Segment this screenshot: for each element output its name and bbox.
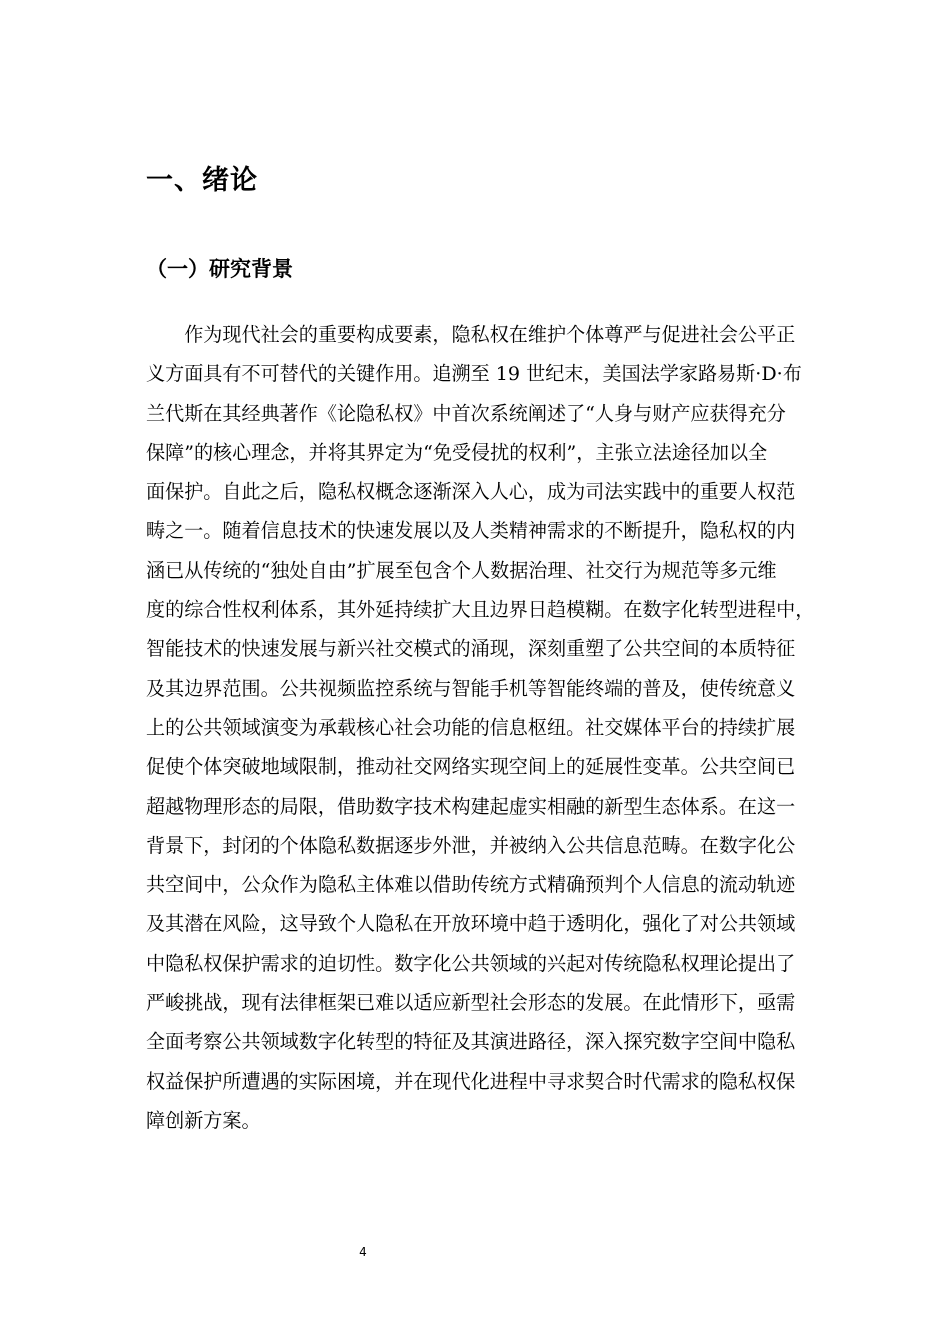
section-heading: （一）研究背景 — [146, 257, 293, 281]
paragraph-line: 促使个体突破地域限制，推动社交网络实现空间上的延展性变革。公共空间已 — [146, 755, 796, 779]
chapter-heading: 一、绪论 — [146, 165, 258, 196]
paragraph-line: 及其边界范围。公共视频监控系统与智能手机等智能终端的普及，使传统意义 — [146, 676, 796, 700]
paragraph-line: 义方面具有不可替代的关键作用。追溯至 19 世纪末，美国法学家路易斯·D·布 — [146, 362, 802, 386]
body-paragraph — [146, 315, 836, 1140]
paragraph-line: 权益保护所遭遇的实际困境，并在现代化进程中寻求契合时代需求的隐私权保 — [146, 1069, 796, 1093]
paragraph-line: 度的综合性权利体系，其外延持续扩大且边界日趋模糊。在数字化转型进程中， — [146, 598, 815, 622]
paragraph-line: 中隐私权保护需求的迫切性。数字化公共领域的兴起对传统隐私权理论提出了 — [146, 951, 796, 975]
paragraph-line: 共空间中，公众作为隐私主体难以借助传统方式精确预判个人信息的流动轨迹 — [146, 873, 796, 897]
paragraph-line: 作为现代社会的重要构成要素，隐私权在维护个体尊严与促进社会公平正 — [146, 323, 796, 346]
paragraph-line: 兰代斯在其经典著作《论隐私权》中首次系统阐述了“人身与财产应获得充分 — [146, 401, 786, 425]
paragraph-line: 障创新方案。 — [146, 1108, 261, 1132]
paragraph-line: 超越物理形态的局限，借助数字技术构建起虚实相融的新型生态体系。在这一 — [146, 794, 796, 818]
paragraph-line: 智能技术的快速发展与新兴社交模式的涌现，深刻重塑了公共空间的本质特征 — [146, 637, 796, 661]
paragraph-line: 面保护。自此之后，隐私权概念逐渐深入人心，成为司法实践中的重要人权范 — [146, 480, 796, 504]
paragraph-line: 畴之一。随着信息技术的快速发展以及人类精神需求的不断提升，隐私权的内 — [146, 519, 796, 543]
paragraph-line: 涵已从传统的“独处自由”扩展至包含个人数据治理、社交行为规范等多元维 — [146, 558, 777, 582]
paragraph-line: 上的公共领域演变为承载核心社会功能的信息枢纽。社交媒体平台的持续扩展 — [146, 715, 796, 739]
paragraph-line: 及其潜在风险，这导致个人隐私在开放环境中趋于透明化，强化了对公共领域 — [146, 912, 796, 936]
paragraph-line: 保障”的核心理念，并将其界定为“免受侵扰的权利”，主张立法途径加以全 — [146, 440, 768, 464]
page-number: 4 — [359, 1245, 367, 1259]
paragraph-line: 严峻挑战，现有法律框架已难以适应新型社会形态的发展。在此情形下，亟需 — [146, 991, 796, 1015]
paragraph-line: 全面考察公共领域数字化转型的特征及其演进路径，深入探究数字空间中隐私 — [146, 1030, 796, 1054]
paragraph-line: 背景下，封闭的个体隐私数据逐步外泄，并被纳入公共信息范畴。在数字化公 — [146, 833, 796, 857]
